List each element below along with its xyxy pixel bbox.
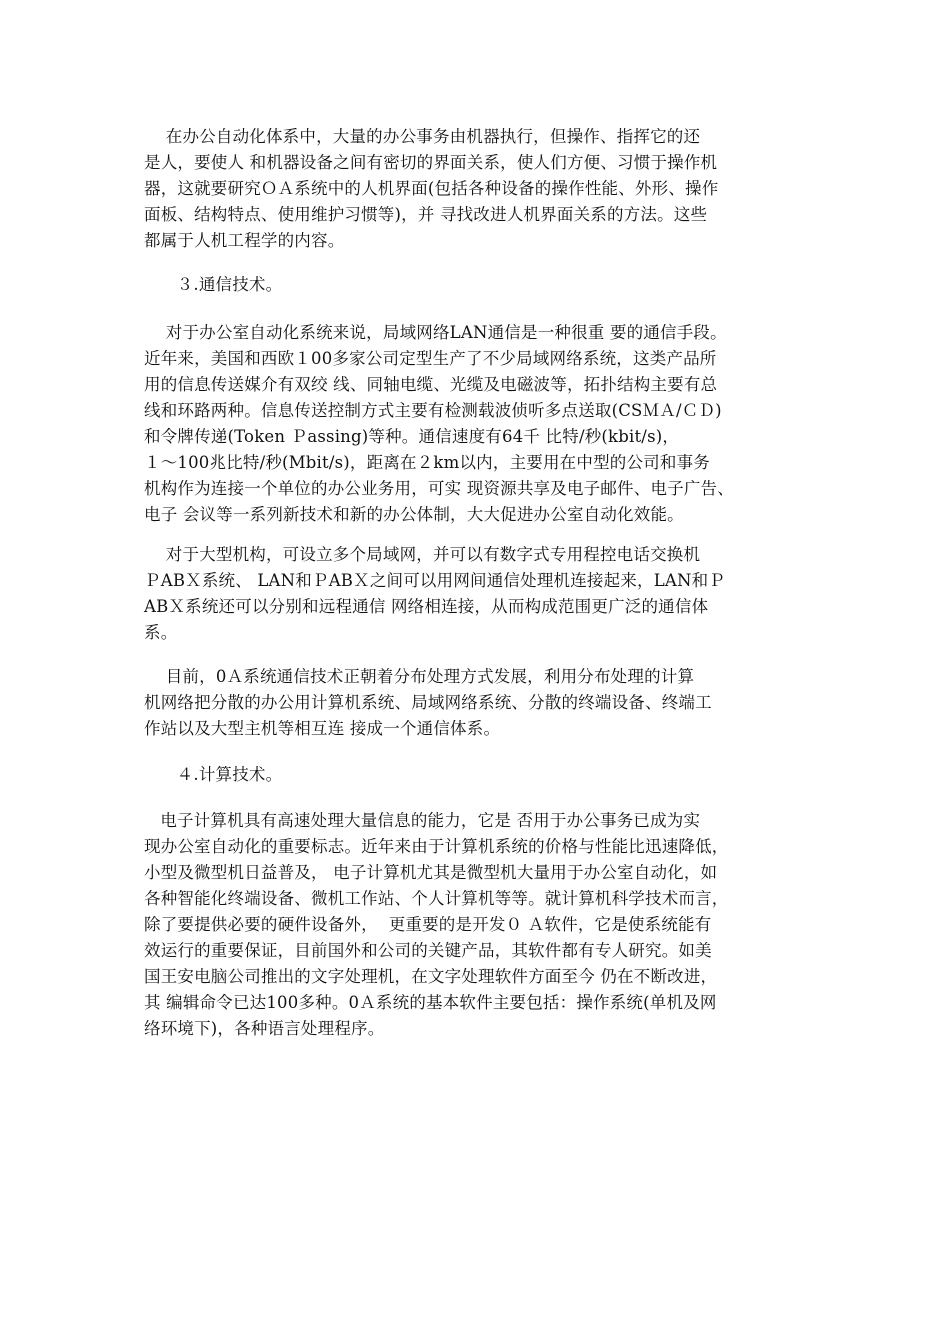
text-line: 和令牌传递(Token Ｐassing)等种。通信速度有64千 比特/秒(kbit/s)，	[144, 427, 680, 446]
text-line: ABＸ系统还可以分别和远程通信 网络相连接，从而构成范围更广泛的通信体	[144, 597, 709, 616]
text-line: 效运行的重要保证，目前国外和公司的关键产品，其软件都有专人研究。如美	[144, 941, 712, 960]
text-line: 对于大型机构，可设立多个局域网，并可以有数字式专用程控电话交换机	[144, 545, 701, 564]
text-line: ＰABＸ系统、 LAN和ＰABＸ之间可以用网间通信处理机连接起来，LAN和Ｐ	[144, 571, 726, 590]
text-line: 用的信息传送媒介有双绞 线、同轴电缆、光缆及电磁波等，拓扑结构主要有总	[144, 375, 718, 394]
text-line: 近年来，美国和西欧１00多家公司定型生产了不少局域网络系统，这类产品所	[144, 349, 717, 368]
text-line: 国王安电脑公司推出的文字处理机，在文字处理软件方面至今 仍在不断改进，	[144, 967, 718, 986]
paragraph-computer-technology	[144, 808, 824, 1042]
text-line: 络环境下)，各种语言处理程序。	[144, 1019, 385, 1038]
text-line: 电子 会议等一系列新技术和新的办公体制，大大促进办公室自动化效能。	[144, 505, 684, 524]
text-line: 器，这就要研究ＯＡ系统中的人机界面(包括各种设备的操作性能、外形、操作	[144, 179, 719, 198]
paragraph-lan-communication	[144, 320, 824, 528]
text-line: 面板、结构特点、使用维护习惯等)，并 寻找改进人机界面关系的方法。这些	[144, 205, 708, 224]
paragraph-distributed-processing	[144, 664, 824, 742]
section-heading-computing	[144, 762, 824, 788]
text-line: 现办公室自动化的重要标志。近年来由于计算机系统的价格与性能比迅速降低，	[144, 837, 729, 856]
text-line: 对于办公室自动化系统来说，局域网络LAN通信是一种很重 要的通信手段。	[144, 323, 727, 342]
text-line: 各种智能化终端设备、微机工作站、个人计算机等等。就计算机科学技术而言，	[144, 889, 729, 908]
text-line: １～100兆比特/秒(Mbit/s)，距离在２km以内，主要用在中型的公司和事务	[144, 453, 710, 472]
text-line: 机构作为连接一个单位的办公业务用，可实 现资源共享及电子邮件、电子广告、	[144, 479, 734, 498]
text-line: 作站以及大型主机等相互连 接成一个通信体系。	[144, 719, 501, 738]
text-line: 是人，要使人 和机器设备之间有密切的界面关系，使人们方便、习惯于操作机	[144, 153, 718, 172]
text-line: 其 编辑命令已达100多种。0Ａ系统的基本软件主要包括：操作系统(单机及网	[144, 993, 717, 1012]
text-line: 目前，0Ａ系统通信技术正朝着分布处理方式发展，利用分布处理的计算	[144, 667, 695, 686]
text-line: 电子计算机具有高速处理大量信息的能力，它是 否用于办公事务已成为实	[144, 811, 701, 830]
paragraph-large-organizations	[144, 542, 824, 646]
text-line: 除了要提供必要的硬件设备外， 更重要的是开发０ Ａ软件，它是使系统能有	[144, 915, 712, 934]
section-heading: ３.通信技术。	[144, 275, 283, 294]
text-line: 小型及微型机日益普及， 电子计算机尤其是微型机大量用于办公室自动化，如	[144, 863, 718, 882]
section-heading: ４.计算技术。	[144, 765, 283, 784]
text-line: 系。	[144, 623, 178, 642]
paragraph-human-machine-interface	[144, 124, 824, 254]
text-line: 在办公自动化体系中，大量的办公事务由机器执行，但操作、指挥它的还	[144, 127, 701, 146]
text-line: 线和环路两种。信息传送控制方式主要有检测载波侦听多点送取(CSＭＡ/ＣＤ)	[144, 401, 722, 420]
section-heading-communication	[144, 272, 824, 298]
text-line: 机网络把分散的办公用计算机系统、局域网络系统、分散的终端设备、终端工	[144, 693, 712, 712]
text-line: 都属于人机工程学的内容。	[144, 231, 345, 250]
